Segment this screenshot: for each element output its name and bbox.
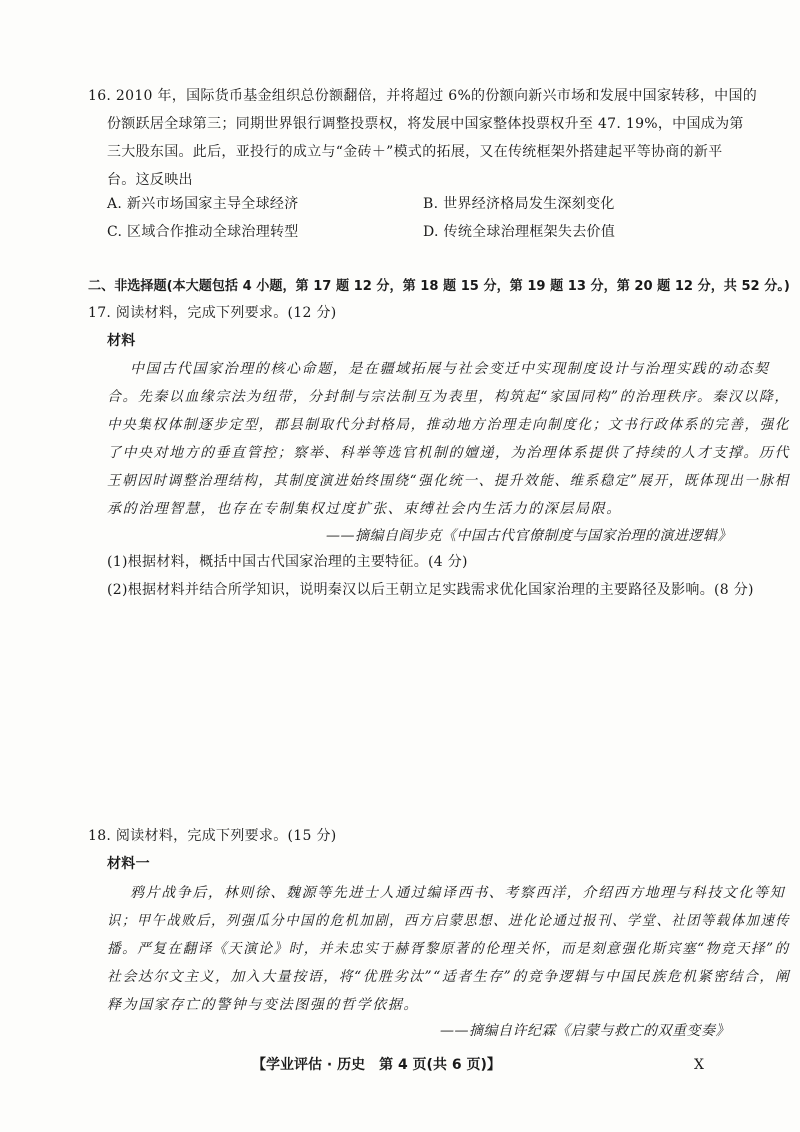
q17-material-line-6: 承的治理智慧，也存在专制集权过度扩张、束缚社会内生活力的深层局限。 (107, 501, 622, 517)
q17-material-line-2: 合。先秦以血缘宗法为纽带，分封制与宗法制互为表里，构筑起“家国同构”的治理秩序。秦汉以降， (107, 389, 790, 405)
q18-source: ——摘编自许纪霖《启蒙与救亡的双重变奏》 (440, 1023, 730, 1039)
page-footer: 【学业评估 · 历史 第 4 页(共 6 页)】 (252, 1057, 501, 1073)
q16-option-d: D. 传统全球治理框架失去价值 (423, 224, 616, 240)
q16-line-1: 16. 2010 年，国际货币基金组织总份额翻倍，并将超过 6%的份额向新兴市场和发展中国家转移，中国的 (88, 88, 758, 104)
q16-option-a: A. 新兴市场国家主导全球经济 (107, 196, 299, 212)
q16-line-3: 三大股东国。此后，亚投行的成立与“金砖＋”模式的拓展，又在传统框架外搭建起平等协商的新平 (107, 144, 723, 160)
q16-line-2: 份额跃居全球第三；同期世界银行调整投票权，将发展中国家整体投票权升至 47. 19%，中国成为第 (107, 116, 744, 132)
paper-mark: X (694, 1057, 704, 1073)
q17-source: ——摘编自阎步克《中国古代官僚制度与国家治理的演进逻辑》 (326, 528, 732, 544)
q16-line-4: 台。这反映出 (107, 172, 193, 188)
q16-option-b: B. 世界经济格局发生深刻变化 (423, 196, 615, 212)
q18-material-line-5: 释为国家存亡的警钟与变法图强的哲学依据。 (107, 997, 419, 1013)
q18-material-line-3: 播。严复在翻译《天演论》时，并未忠实于赫胥黎原著的伦理关怀，而是刻意强化斯宾塞“物竞天择”的 (107, 941, 790, 957)
section-heading: 二、非选择题(本大题包括 4 小题，第 17 题 12 分，第 18 题 15 分，第 19 题 13 分，第 20 题 12 分，共 52 分。) (88, 278, 790, 294)
q16-option-c: C. 区域合作推动全球治理转型 (107, 224, 299, 240)
q17-material-line-3: 中央集权体制逐步定型，郡县制取代分封格局，推动地方治理走向制度化；文书行政体系的完善，强化 (107, 417, 791, 433)
q17-material-label: 材料 (107, 333, 136, 349)
q17-subquestion-1: (1)根据材料，概括中国古代国家治理的主要特征。(4 分) (107, 554, 468, 570)
q17-stem: 17. 阅读材料，完成下列要求。(12 分) (88, 305, 337, 321)
q17-subquestion-2: (2)根据材料并结合所学知识，说明秦汉以后王朝立足实践需求优化国家治理的主要路径及影响。(8 分) (107, 582, 754, 598)
q18-material-line-2: 识；甲午战败后，列强瓜分中国的危机加剧，西方启蒙思想、进化论通过报刊、学堂、社团等载体加速传 (107, 913, 791, 929)
q17-material-line-1: 中国古代国家治理的核心命题，是在疆域拓展与社会变迁中实现制度设计与治理实践的动态契 (130, 361, 770, 377)
q18-stem: 18. 阅读材料，完成下列要求。(15 分) (88, 828, 337, 844)
q18-material-line-4: 社会达尔文主义，加入大量按语，将“优胜劣汰”“适者生存”的竞争逻辑与中国民族危机紧密结合，阐 (107, 969, 791, 985)
q18-material-label: 材料一 (107, 856, 150, 872)
q17-material-line-4: 了中央对地方的垂直管控；察举、科举等选官机制的嬗递，为治理体系提供了持续的人才支撑。历代 (107, 445, 790, 461)
q17-material-line-5: 王朝因时调整治理结构，其制度演进始终围绕“强化统一、提升效能、维系稳定”展开，既体现出一脉相 (107, 473, 790, 489)
q18-material-line-1: 鸦片战争后，林则徐、魏源等先进士人通过编译西书、考察西洋，介绍西方地理与科技文化等知 (130, 885, 786, 901)
